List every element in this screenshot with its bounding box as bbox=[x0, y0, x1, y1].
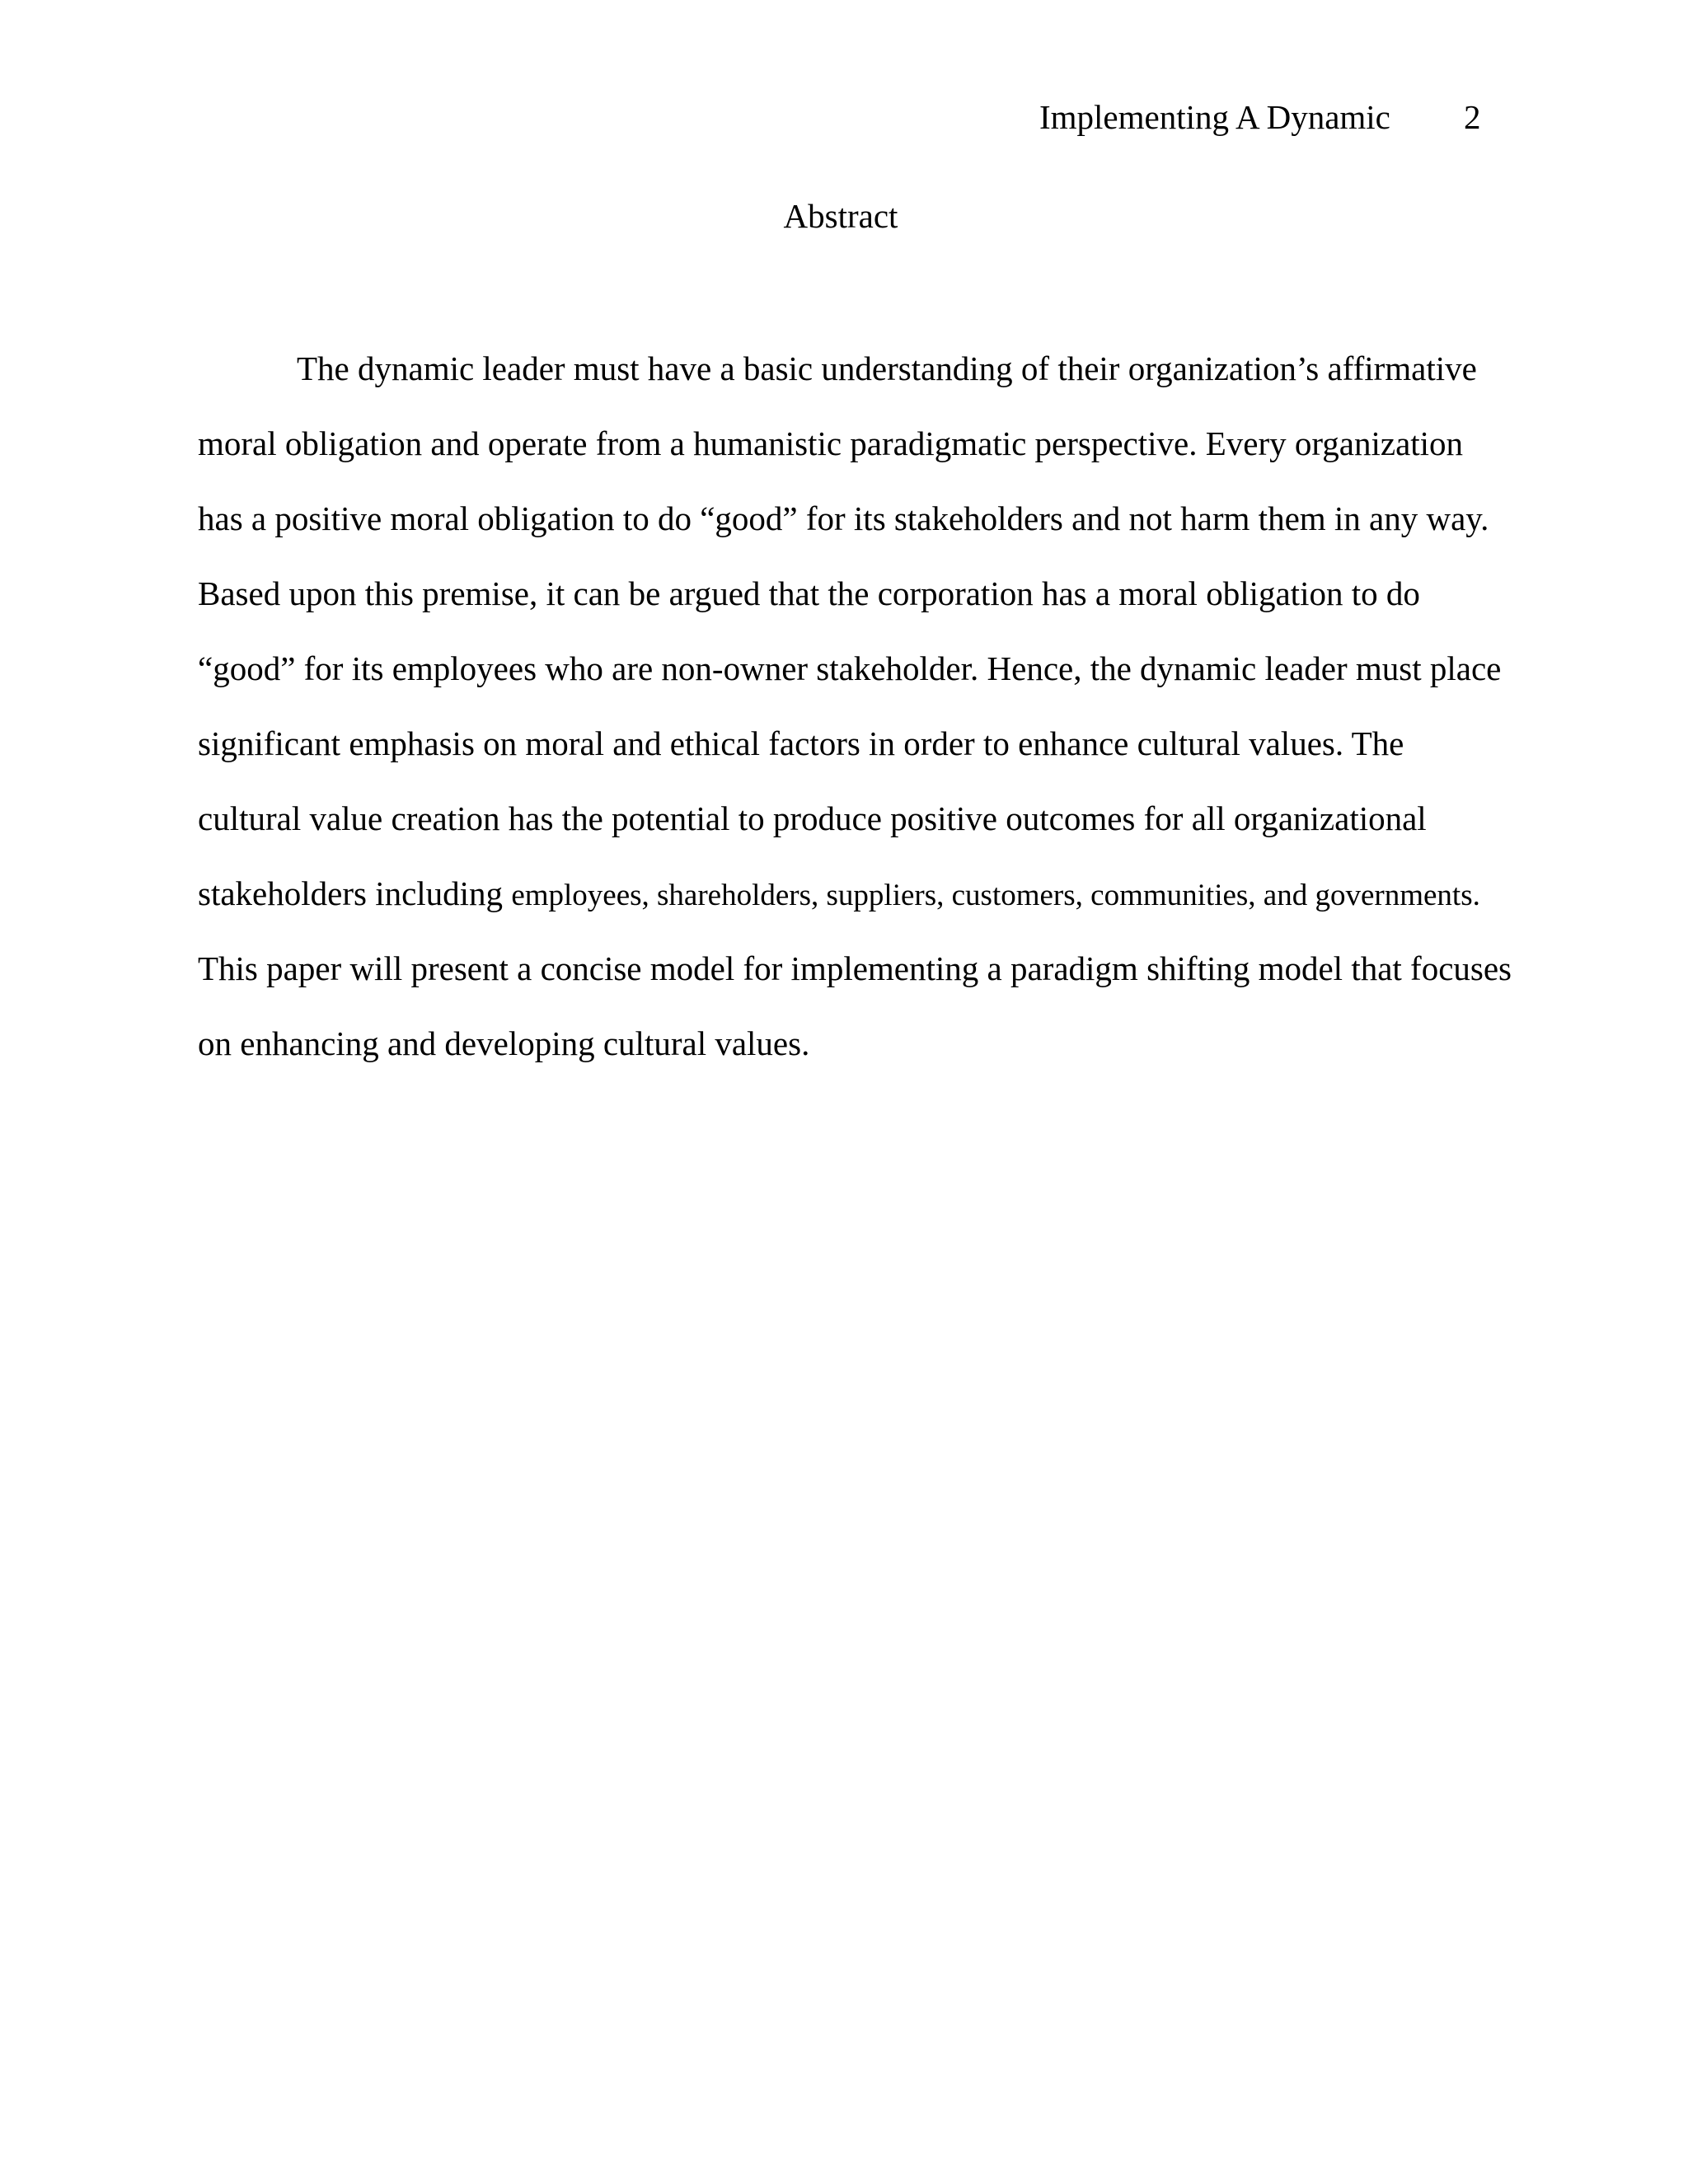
abstract-line: Based upon this premise, it can be argued that the corporation has a moral obligation to do bbox=[198, 574, 1420, 612]
abstract-line: The dynamic leader must have a basic understanding of their organization’s affirmative bbox=[297, 349, 1477, 387]
page-number: 2 bbox=[1464, 98, 1481, 136]
abstract-line: has a positive moral obligation to do “good” for its stakeholders and not harm them in any way. bbox=[198, 499, 1489, 537]
abstract-line: “good” for its employees who are non-owner stakeholder. Hence, the dynamic leader must place bbox=[198, 649, 1502, 687]
abstract-line: cultural value creation has the potential to produce positive outcomes for all organizational bbox=[198, 799, 1427, 837]
abstract-line: moral obligation and operate from a humanistic paradigmatic perspective. Every organization bbox=[198, 424, 1464, 462]
abstract-title: Abstract bbox=[783, 197, 898, 235]
abstract-line bbox=[198, 874, 1480, 916]
abstract-line: significant emphasis on moral and ethical factors in order to enhance cultural values. The bbox=[198, 724, 1404, 762]
running-head: Implementing A Dynamic bbox=[1039, 98, 1390, 136]
abstract-line-start: stakeholders including bbox=[198, 874, 504, 912]
abstract-line: This paper will present a concise model for implementing a paradigm shifting model that focuses bbox=[198, 949, 1512, 987]
abstract-line-smaller-run: employees, shareholders, suppliers, customers, communities, and governments. bbox=[511, 879, 1480, 912]
abstract-line: on enhancing and developing cultural values. bbox=[198, 1024, 810, 1062]
